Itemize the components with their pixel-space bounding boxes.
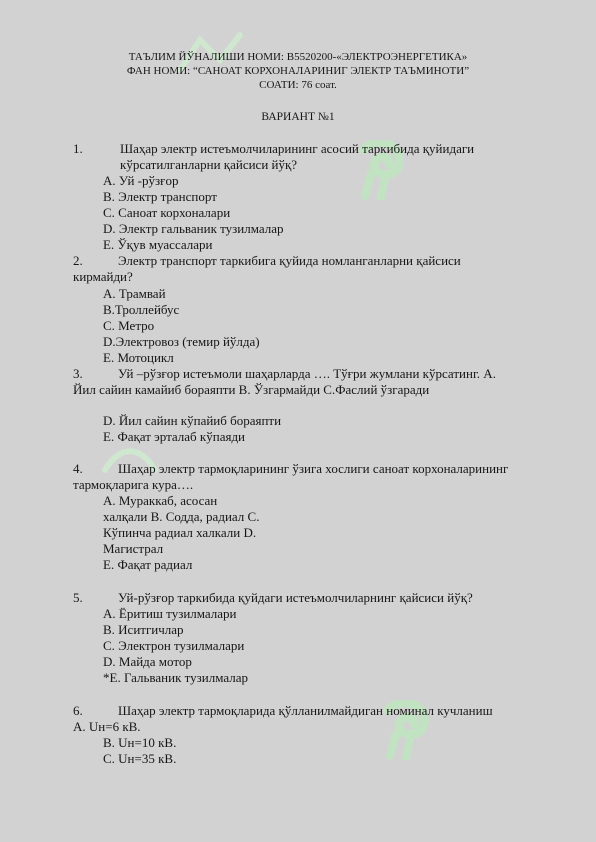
variant-title: ВАРИАНТ №1: [261, 111, 335, 123]
q3-option-e: E. Фақат эрталаб кўпаяди: [103, 429, 246, 444]
q6-option-b: B. Uн=10 кВ.: [103, 735, 177, 750]
q1-option-a: A. Уй -рўзғор: [103, 173, 179, 188]
question-1-text-cont: кўрсатилганларни қайсиси йўқ?: [120, 157, 298, 172]
question-2-text: Электр транспорт таркибига қуйида номланганларни қайсиси: [118, 253, 461, 268]
question-1-number: 1.: [73, 141, 83, 156]
q4-option-d: Магистрал: [103, 541, 164, 556]
question-2-number: 2.: [73, 253, 83, 268]
q1-option-e: E. Ўқув муассалари: [103, 237, 213, 252]
question-5-text: Уй-рўзғор таркибида қуйдаги истеъмолчиларнинг қайсиси йўқ?: [118, 590, 473, 605]
q5-option-c: C. Электрон тузилмалари: [103, 638, 245, 653]
question-6-number: 6.: [73, 703, 83, 718]
question-6-text-cont: A. Uн=6 кВ.: [73, 719, 141, 734]
q1-option-d: D. Электр гальваник тузилмалар: [103, 221, 284, 236]
q5-option-a: A. Ёритиш тузилмалари: [103, 606, 237, 621]
q2-option-d: D.Электровоз (темир йўлда): [103, 334, 260, 349]
question-3-text-cont: Йил сайин камайиб бораяпти В. Ўзгармайди С.Фаслий ўзгаради: [73, 382, 430, 397]
q1-option-b: B. Электр транспорт: [103, 189, 217, 204]
question-3-text: Уй –рўзғор истеъмоли шаҳарларда …. Тўғри жумлани кўрсатинг. А.: [118, 366, 496, 381]
question-5-number: 5.: [73, 590, 83, 605]
question-2-text-cont: кирмайди?: [73, 269, 133, 284]
q4-option-b: халқали B. Содда, радиал C.: [103, 509, 260, 524]
q3-option-d: D. Йил сайин кўпайиб бораяпти: [103, 413, 282, 428]
question-4-text: Шаҳар электр тармоқларининг ўзига хослиги саноат корхоналарининг: [118, 461, 509, 476]
q5-option-e: *E. Гальваник тузилмалар: [103, 670, 249, 685]
q2-option-b: B.Троллейбус: [103, 302, 180, 317]
q4-option-e: E. Фақат радиал: [103, 557, 193, 572]
q2-option-e: E. Мотоцикл: [103, 350, 174, 365]
header-line-2: ФАН НОМИ: “САНОАТ КОРХОНАЛАРИНИГ ЭЛЕКТР ТАЪМИНОТИ”: [126, 65, 470, 77]
q1-option-c: C. Саноат корхоналари: [103, 205, 231, 220]
q4-option-a: A. Мураккаб, асосан: [103, 493, 218, 508]
question-6-text: Шаҳар электр тармоқларида қўлланилмайдиган номинал кучланиш: [118, 703, 493, 718]
question-1-text: Шаҳар электр истеъмолчиларининг асосий таркибида қуйидаги: [120, 141, 475, 156]
q5-option-d: D. Майда мотор: [103, 654, 192, 669]
question-4-text-cont: тармоқларига кура….: [73, 477, 194, 492]
q5-option-b: B. Иситгичлар: [103, 622, 184, 637]
q2-option-c: C. Метро: [103, 318, 155, 333]
question-4-number: 4.: [73, 461, 83, 476]
question-3-number: 3.: [73, 366, 83, 381]
header-line-1: ТАЪЛИМ ЙЎНАЛИШИ НОМИ: В5520200-«ЭЛЕКТРОЭНЕРГЕТИКА»: [128, 51, 468, 63]
header-line-3: СОАТИ: 76 соат.: [259, 79, 337, 91]
q2-option-a: A. Трамвай: [103, 286, 166, 301]
q6-option-c: C. Uн=35 кВ.: [103, 751, 177, 766]
document-header: [0, 50, 596, 92]
q4-option-c: Кўпинча радиал халкали D.: [103, 525, 257, 540]
